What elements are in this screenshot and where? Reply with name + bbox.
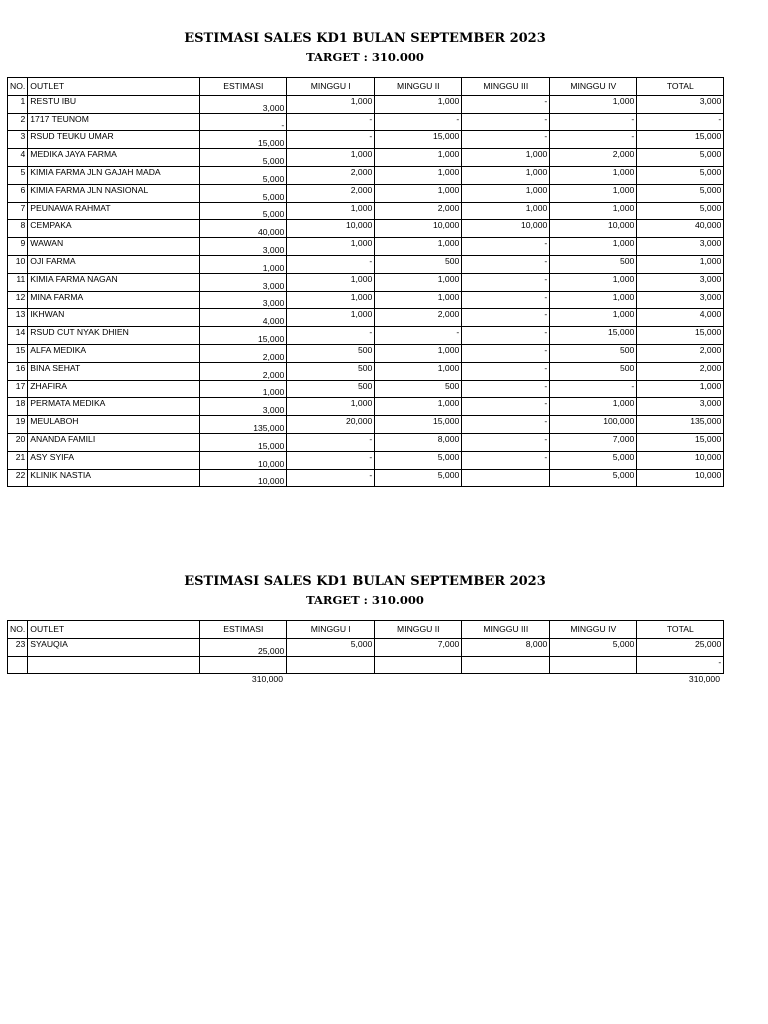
row-outlet: ANANDA FAMILI <box>28 433 200 451</box>
header-total: TOTAL <box>637 621 724 639</box>
row-no: 10 <box>8 255 28 273</box>
table-row <box>8 638 724 656</box>
row-outlet: KIMIA FARMA NAGAN <box>28 273 200 291</box>
row-minggu-1: - <box>287 433 375 451</box>
row-minggu-2: - <box>375 113 462 131</box>
header-minggu-1: MINGGU I <box>287 78 375 96</box>
row-minggu-3: - <box>462 95 550 113</box>
row-minggu-4: 500 <box>550 255 637 273</box>
row-outlet: RSUD CUT NYAK DHIEN <box>28 327 200 345</box>
row-estimasi: 2,000 <box>200 344 287 362</box>
header-total: TOTAL <box>637 78 724 96</box>
row-minggu-3: - <box>462 273 550 291</box>
row-total: 40,000 <box>637 220 724 238</box>
table-row <box>8 451 724 469</box>
table-row <box>8 344 724 362</box>
row-estimasi: 1,000 <box>200 380 287 398</box>
row-estimasi <box>200 656 287 674</box>
header-estimasi: ESTIMASI <box>200 78 287 96</box>
row-no: 21 <box>8 451 28 469</box>
row-minggu-4: - <box>550 113 637 131</box>
row-estimasi: 5,000 <box>200 166 287 184</box>
header-outlet: OUTLET <box>28 621 200 639</box>
row-no: 15 <box>8 344 28 362</box>
row-minggu-3: - <box>462 238 550 256</box>
row-outlet: RESTU IBU <box>28 95 200 113</box>
row-estimasi: 135,000 <box>200 416 287 434</box>
row-outlet: KIMIA FARMA JLN NASIONAL <box>28 184 200 202</box>
row-no: 20 <box>8 433 28 451</box>
row-no: 12 <box>8 291 28 309</box>
row-minggu-4: 5,000 <box>550 469 637 487</box>
header-minggu-4: MINGGU IV <box>550 621 637 639</box>
row-no: 8 <box>8 220 28 238</box>
row-minggu-4: 1,000 <box>550 291 637 309</box>
row-estimasi: 40,000 <box>200 220 287 238</box>
row-minggu-2: 1,000 <box>375 398 462 416</box>
row-minggu-1: - <box>287 451 375 469</box>
row-minggu-1: 2,000 <box>287 184 375 202</box>
row-estimasi: 5,000 <box>200 184 287 202</box>
row-minggu-2: 1,000 <box>375 273 462 291</box>
row-no: 4 <box>8 149 28 167</box>
row-minggu-3: 10,000 <box>462 220 550 238</box>
row-minggu-3: - <box>462 309 550 327</box>
row-minggu-3: - <box>462 398 550 416</box>
table-row <box>8 238 724 256</box>
table-row <box>8 202 724 220</box>
row-minggu-3 <box>462 469 550 487</box>
row-minggu-4 <box>550 656 637 674</box>
row-minggu-4: 1,000 <box>550 238 637 256</box>
row-outlet: KLINIK NASTIA <box>28 469 200 487</box>
row-minggu-3: 1,000 <box>462 149 550 167</box>
row-minggu-4: 1,000 <box>550 166 637 184</box>
header-estimasi: ESTIMASI <box>200 621 287 639</box>
row-total: 3,000 <box>637 273 724 291</box>
row-outlet <box>28 656 200 674</box>
row-estimasi: 3,000 <box>200 291 287 309</box>
row-estimasi: 3,000 <box>200 95 287 113</box>
row-minggu-4: 500 <box>550 344 637 362</box>
row-minggu-4: 1,000 <box>550 398 637 416</box>
row-estimasi: 1,000 <box>200 255 287 273</box>
row-total: 5,000 <box>637 166 724 184</box>
table-row <box>8 416 724 434</box>
row-minggu-2: 1,000 <box>375 291 462 309</box>
row-minggu-4: 1,000 <box>550 184 637 202</box>
table-row <box>8 149 724 167</box>
row-total: 10,000 <box>637 469 724 487</box>
row-minggu-1: 10,000 <box>287 220 375 238</box>
row-minggu-2: - <box>375 327 462 345</box>
section1-target: TARGET : 310.000 <box>306 50 424 64</box>
row-minggu-1: 1,000 <box>287 202 375 220</box>
row-minggu-1: - <box>287 327 375 345</box>
row-minggu-4: 5,000 <box>550 638 637 656</box>
row-minggu-4: 1,000 <box>550 95 637 113</box>
row-minggu-3: 1,000 <box>462 184 550 202</box>
table-row <box>8 398 724 416</box>
table-row <box>8 433 724 451</box>
table-row <box>8 309 724 327</box>
row-total: 1,000 <box>637 255 724 273</box>
header-minggu-1: MINGGU I <box>287 621 375 639</box>
row-outlet: ALFA MEDIKA <box>28 344 200 362</box>
row-minggu-4: - <box>550 380 637 398</box>
row-outlet: PEUNAWA RAHMAT <box>28 202 200 220</box>
row-minggu-1: 1,000 <box>287 309 375 327</box>
row-no: 13 <box>8 309 28 327</box>
row-estimasi: 5,000 <box>200 202 287 220</box>
row-minggu-1: - <box>287 469 375 487</box>
table-header-row <box>8 621 724 639</box>
row-minggu-1: - <box>287 113 375 131</box>
row-estimasi: 3,000 <box>200 398 287 416</box>
footer-grand-total: 310,000 <box>688 674 720 684</box>
row-minggu-2: 5,000 <box>375 451 462 469</box>
row-minggu-3: - <box>462 113 550 131</box>
row-no: 23 <box>8 638 28 656</box>
row-minggu-2: 1,000 <box>375 184 462 202</box>
row-estimasi: - <box>200 113 287 131</box>
row-total: - <box>637 113 724 131</box>
row-minggu-3: - <box>462 380 550 398</box>
row-minggu-1: 1,000 <box>287 291 375 309</box>
row-outlet: CEMPAKA <box>28 220 200 238</box>
row-minggu-1 <box>287 656 375 674</box>
header-minggu-4: MINGGU IV <box>550 78 637 96</box>
row-total: 25,000 <box>637 638 724 656</box>
row-minggu-2: 2,000 <box>375 309 462 327</box>
row-minggu-2: 15,000 <box>375 416 462 434</box>
row-total: 2,000 <box>637 344 724 362</box>
row-minggu-4: 1,000 <box>550 309 637 327</box>
row-minggu-2 <box>375 656 462 674</box>
row-total: 3,000 <box>637 95 724 113</box>
row-minggu-2: 1,000 <box>375 238 462 256</box>
row-outlet: ASY SYIFA <box>28 451 200 469</box>
row-minggu-2: 1,000 <box>375 362 462 380</box>
table-header-row <box>8 78 724 96</box>
row-no: 11 <box>8 273 28 291</box>
row-minggu-3: - <box>462 131 550 149</box>
table-row <box>8 291 724 309</box>
row-minggu-4: 15,000 <box>550 327 637 345</box>
row-minggu-4: 2,000 <box>550 149 637 167</box>
row-no: 5 <box>8 166 28 184</box>
row-minggu-1: 1,000 <box>287 273 375 291</box>
row-estimasi: 15,000 <box>200 433 287 451</box>
row-minggu-4: 100,000 <box>550 416 637 434</box>
row-no: 6 <box>8 184 28 202</box>
row-total: 4,000 <box>637 309 724 327</box>
row-minggu-3: - <box>462 327 550 345</box>
row-minggu-3: - <box>462 362 550 380</box>
header-minggu-3: MINGGU III <box>462 78 550 96</box>
row-minggu-2: 1,000 <box>375 149 462 167</box>
row-minggu-2: 1,000 <box>375 95 462 113</box>
row-no: 9 <box>8 238 28 256</box>
table-row <box>8 327 724 345</box>
row-outlet: 1717 TEUNOM <box>28 113 200 131</box>
header-outlet: OUTLET <box>28 78 200 96</box>
header-no: NO. <box>8 621 28 639</box>
row-minggu-1: 500 <box>287 362 375 380</box>
row-outlet: WAWAN <box>28 238 200 256</box>
row-outlet: MEULABOH <box>28 416 200 434</box>
row-total: 135,000 <box>637 416 724 434</box>
row-total: 1,000 <box>637 380 724 398</box>
row-no: 7 <box>8 202 28 220</box>
row-no: 16 <box>8 362 28 380</box>
row-no: 18 <box>8 398 28 416</box>
row-total: 5,000 <box>637 184 724 202</box>
row-outlet: KIMIA FARMA JLN GAJAH MADA <box>28 166 200 184</box>
row-minggu-2: 7,000 <box>375 638 462 656</box>
header-minggu-2: MINGGU II <box>375 621 462 639</box>
row-minggu-3: - <box>462 451 550 469</box>
section1-title: ESTIMASI SALES KD1 BULAN SEPTEMBER 2023 <box>184 31 546 46</box>
row-minggu-4: 1,000 <box>550 273 637 291</box>
footer-estimasi-total: 310,000 <box>251 674 283 684</box>
row-no: 2 <box>8 113 28 131</box>
table-row <box>8 184 724 202</box>
row-minggu-1: 5,000 <box>287 638 375 656</box>
table-row <box>8 273 724 291</box>
row-total: - <box>637 656 724 674</box>
row-minggu-3: 8,000 <box>462 638 550 656</box>
row-minggu-2: 15,000 <box>375 131 462 149</box>
row-minggu-3: - <box>462 433 550 451</box>
row-total: 10,000 <box>637 451 724 469</box>
row-estimasi: 5,000 <box>200 149 287 167</box>
row-minggu-2: 500 <box>375 380 462 398</box>
row-outlet: SYAUQIA <box>28 638 200 656</box>
row-no: 14 <box>8 327 28 345</box>
table-row <box>8 656 724 674</box>
table-row <box>8 113 724 131</box>
row-estimasi: 10,000 <box>200 451 287 469</box>
row-minggu-3: - <box>462 291 550 309</box>
row-minggu-1: 1,000 <box>287 238 375 256</box>
row-minggu-2: 10,000 <box>375 220 462 238</box>
row-total: 5,000 <box>637 202 724 220</box>
table-row <box>8 469 724 487</box>
row-estimasi: 4,000 <box>200 309 287 327</box>
row-minggu-1: - <box>287 255 375 273</box>
section2-target: TARGET : 310.000 <box>306 593 424 607</box>
row-minggu-3: 1,000 <box>462 202 550 220</box>
row-minggu-3: 1,000 <box>462 166 550 184</box>
table-row <box>8 380 724 398</box>
row-outlet: PERMATA MEDIKA <box>28 398 200 416</box>
row-minggu-3 <box>462 656 550 674</box>
table-row <box>8 166 724 184</box>
table-row <box>8 362 724 380</box>
table-row <box>8 95 724 113</box>
row-outlet: BINA SEHAT <box>28 362 200 380</box>
row-minggu-2: 1,000 <box>375 166 462 184</box>
row-total: 15,000 <box>637 131 724 149</box>
row-estimasi: 25,000 <box>200 638 287 656</box>
row-total: 2,000 <box>637 362 724 380</box>
row-minggu-3: - <box>462 255 550 273</box>
row-total: 3,000 <box>637 398 724 416</box>
table-row <box>8 220 724 238</box>
row-outlet: IKHWAN <box>28 309 200 327</box>
row-outlet: ZHAFIRA <box>28 380 200 398</box>
row-outlet: MINA FARMA <box>28 291 200 309</box>
row-no: 19 <box>8 416 28 434</box>
row-minggu-1: 500 <box>287 344 375 362</box>
row-no: 1 <box>8 95 28 113</box>
row-estimasi: 3,000 <box>200 273 287 291</box>
row-minggu-3: - <box>462 344 550 362</box>
row-outlet: RSUD TEUKU UMAR <box>28 131 200 149</box>
sales-table-2 <box>7 620 724 674</box>
row-minggu-1: 1,000 <box>287 149 375 167</box>
row-minggu-4: 5,000 <box>550 451 637 469</box>
row-total: 15,000 <box>637 327 724 345</box>
row-outlet: OJI FARMA <box>28 255 200 273</box>
row-minggu-1: - <box>287 131 375 149</box>
row-estimasi: 3,000 <box>200 238 287 256</box>
row-no: 17 <box>8 380 28 398</box>
row-minggu-1: 500 <box>287 380 375 398</box>
row-minggu-2: 5,000 <box>375 469 462 487</box>
row-estimasi: 2,000 <box>200 362 287 380</box>
table-row <box>8 255 724 273</box>
row-minggu-1: 20,000 <box>287 416 375 434</box>
row-estimasi: 15,000 <box>200 327 287 345</box>
row-minggu-4: 7,000 <box>550 433 637 451</box>
row-minggu-4: 500 <box>550 362 637 380</box>
row-minggu-4: 1,000 <box>550 202 637 220</box>
header-minggu-3: MINGGU III <box>462 621 550 639</box>
row-estimasi: 15,000 <box>200 131 287 149</box>
row-no: 3 <box>8 131 28 149</box>
row-minggu-1: 1,000 <box>287 95 375 113</box>
row-minggu-3: - <box>462 416 550 434</box>
section2-title: ESTIMASI SALES KD1 BULAN SEPTEMBER 2023 <box>184 574 546 589</box>
row-minggu-4: 10,000 <box>550 220 637 238</box>
row-minggu-2: 500 <box>375 255 462 273</box>
table-row <box>8 131 724 149</box>
header-minggu-2: MINGGU II <box>375 78 462 96</box>
row-outlet: MEDIKA JAYA FARMA <box>28 149 200 167</box>
row-no: 22 <box>8 469 28 487</box>
row-no <box>8 656 28 674</box>
row-minggu-4: - <box>550 131 637 149</box>
row-minggu-1: 2,000 <box>287 166 375 184</box>
row-total: 15,000 <box>637 433 724 451</box>
row-total: 5,000 <box>637 149 724 167</box>
row-total: 3,000 <box>637 238 724 256</box>
sales-table-1 <box>7 77 724 487</box>
row-minggu-2: 8,000 <box>375 433 462 451</box>
row-estimasi: 10,000 <box>200 469 287 487</box>
row-minggu-2: 1,000 <box>375 344 462 362</box>
row-total: 3,000 <box>637 291 724 309</box>
row-minggu-1: 1,000 <box>287 398 375 416</box>
row-minggu-2: 2,000 <box>375 202 462 220</box>
header-no: NO. <box>8 78 28 96</box>
